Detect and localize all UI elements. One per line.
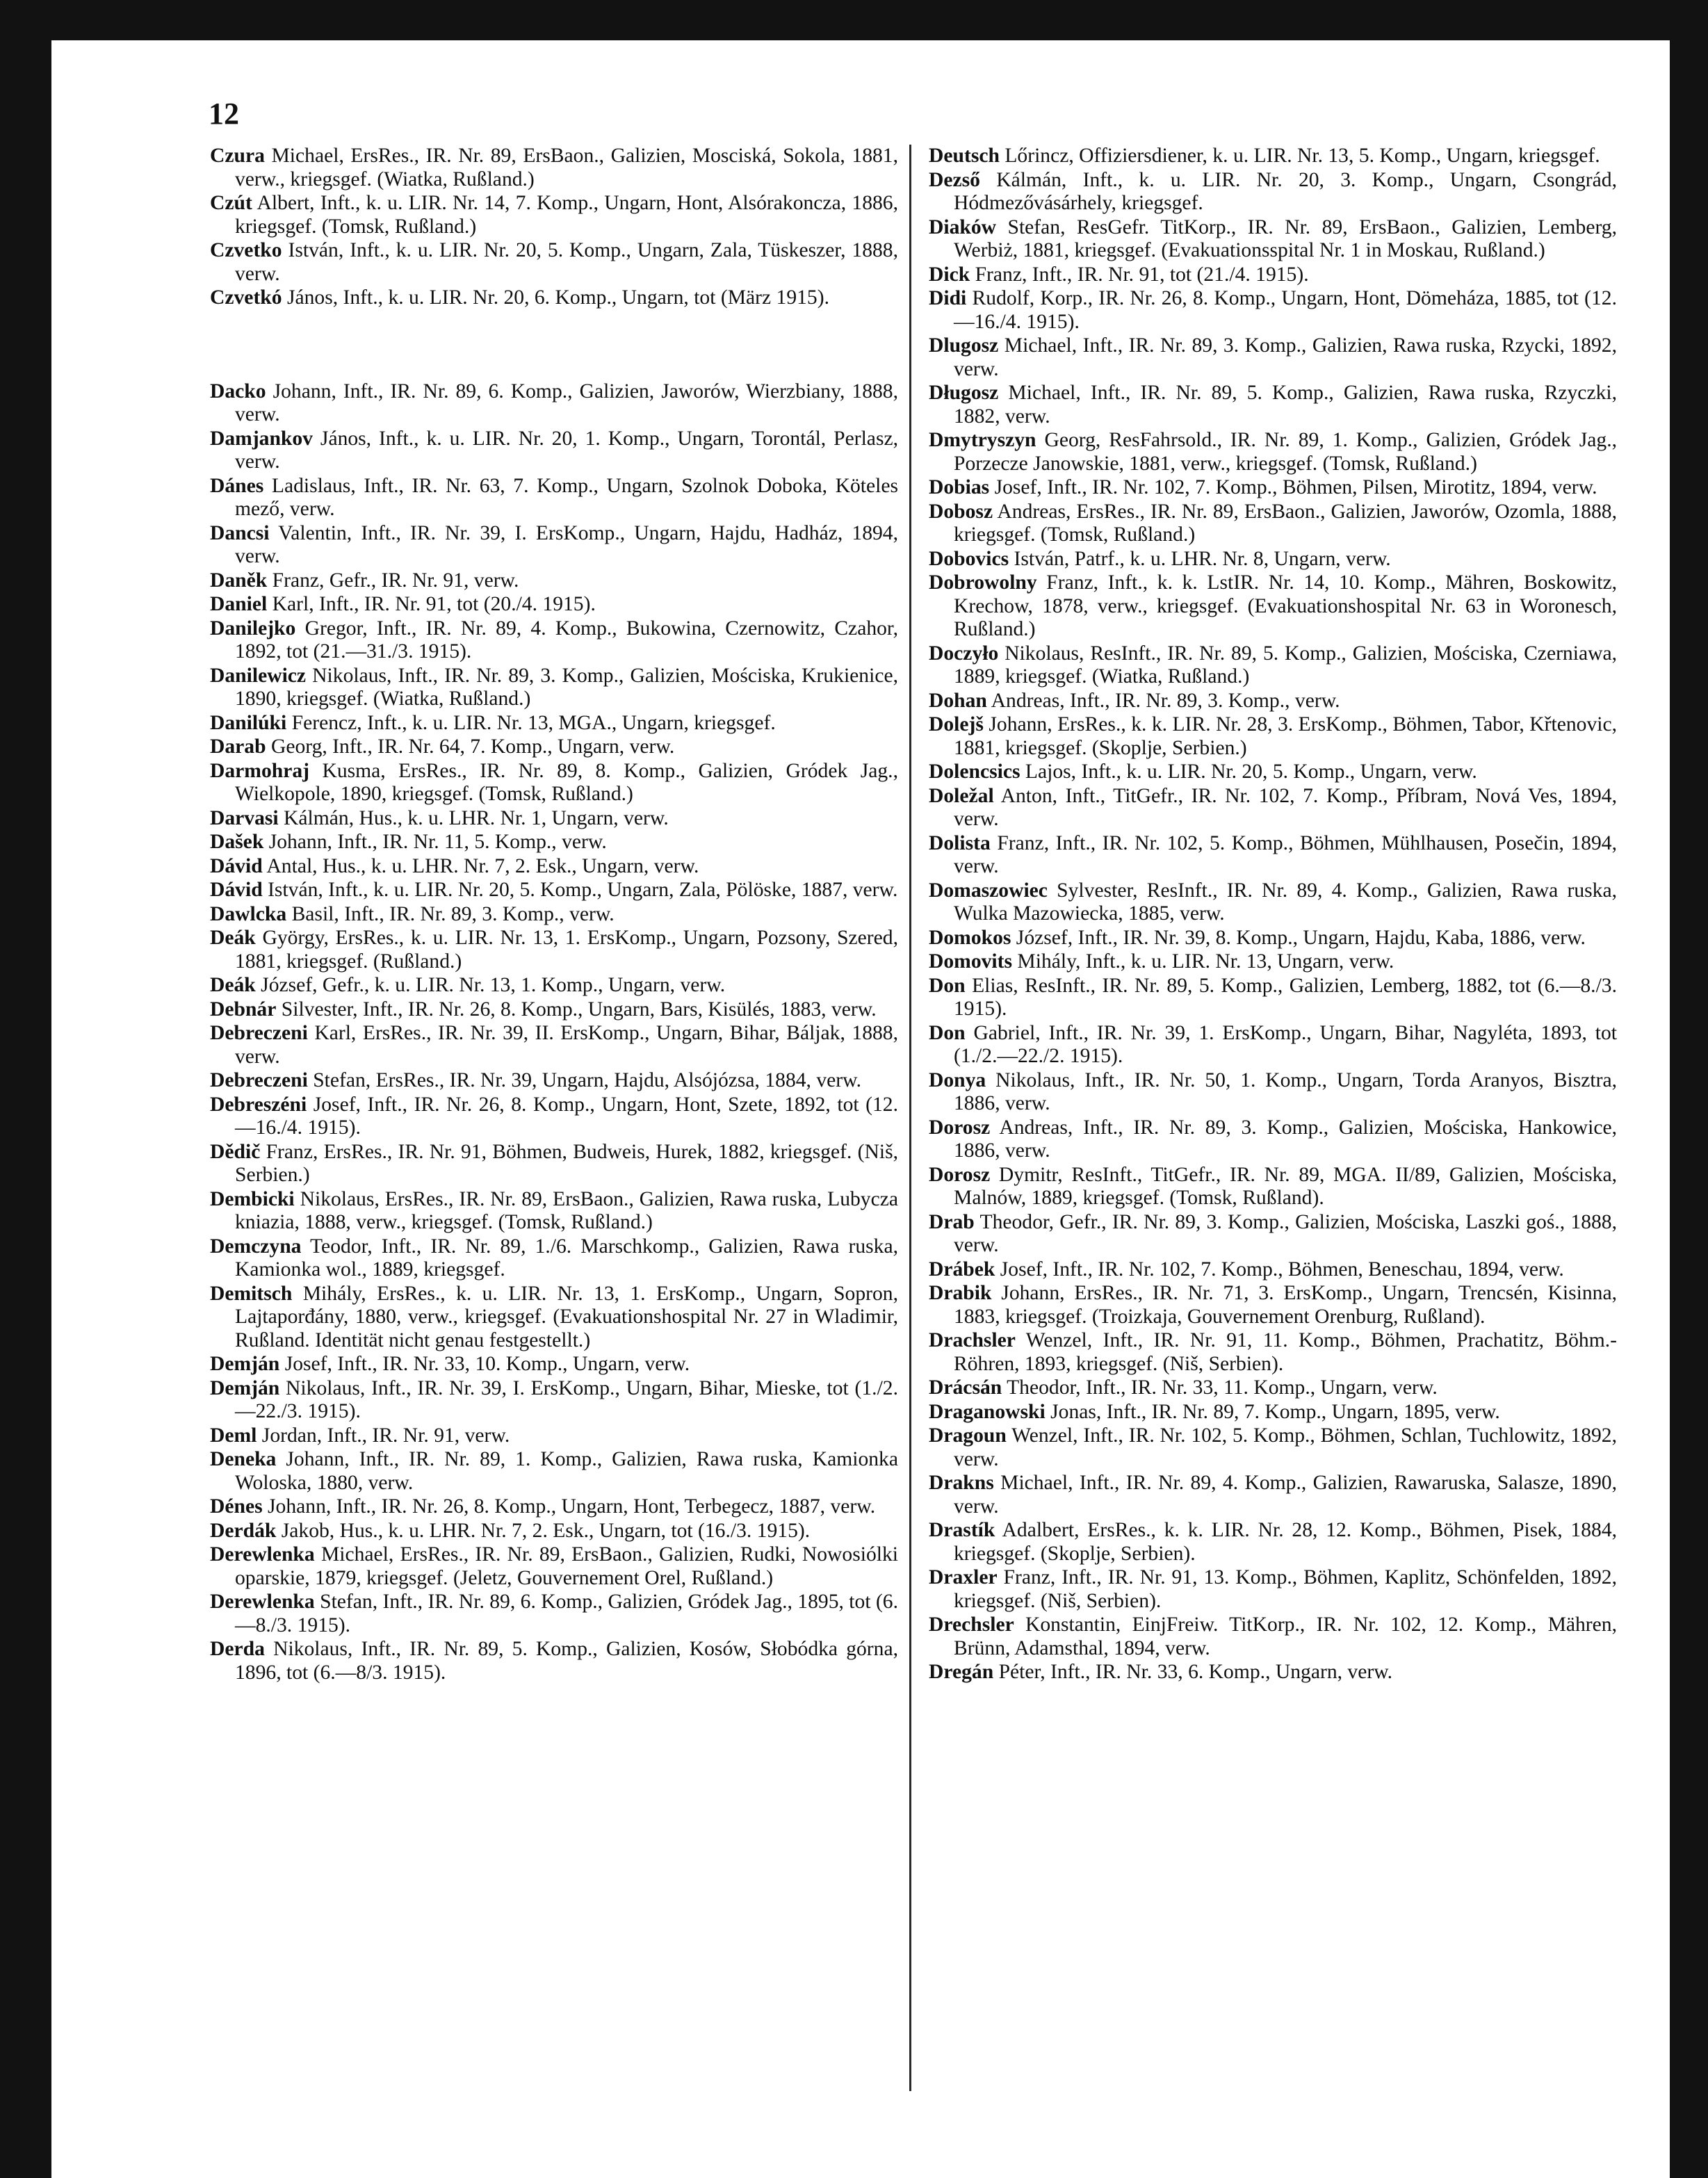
- entry-surname: Debreszéni: [210, 1093, 307, 1116]
- entry-details: Johann, Inft., IR. Nr. 89, 6. Komp., Galizien, Jaworów, Wierzbiany, 1888, verw.: [235, 380, 899, 425]
- entry-surname: Danilewicz: [210, 664, 307, 687]
- list-entry: [210, 974, 898, 998]
- list-entry: [210, 1520, 898, 1543]
- entry-details: József, Gefr., k. u. LIR. Nr. 13, 1. Komp., Ungarn, verw.: [261, 974, 726, 996]
- list-entry: [210, 903, 898, 927]
- list-entry: [929, 501, 1617, 547]
- entry-details: Valentin, Inft., IR. Nr. 39, I. ErsKomp., Ungarn, Hajdu, Hadház, 1894, verw.: [235, 521, 899, 567]
- entry-surname: Deneka: [210, 1448, 277, 1470]
- entry-surname: Deutsch: [929, 145, 1000, 167]
- right-column: [929, 145, 1617, 1685]
- entry-details: János, Inft., k. u. LIR. Nr. 20, 1. Komp., Ungarn, Torontál, Perlasz, verw.: [235, 427, 898, 473]
- entry-details: Franz, Inft., IR. Nr. 91, tot (21./4. 1915).: [975, 263, 1309, 286]
- entry-details: Josef, Inft., IR. Nr. 102, 7. Komp., Böhmen, Beneschau, 1894, verw.: [1000, 1258, 1564, 1281]
- list-entry: [210, 1141, 898, 1187]
- entry-surname: Daniel: [210, 593, 268, 615]
- entry-details: Johann, Inft., IR. Nr. 26, 8. Komp., Ungarn, Hont, Terbegecz, 1887, verw.: [268, 1495, 876, 1518]
- entry-details: Lőrincz, Offiziersdiener, k. u. LIR. Nr. 13, 5. Komp., Ungarn, kriegsgef.: [1005, 145, 1600, 167]
- entry-surname: Debreczeni: [210, 1022, 308, 1044]
- entry-surname: Dragoun: [929, 1424, 1007, 1447]
- entry-surname: Drastík: [929, 1519, 995, 1541]
- list-entry: [929, 1424, 1617, 1471]
- entry-surname: Darvasi: [210, 806, 279, 829]
- entry-details: Michael, ErsRes., IR. Nr. 89, ErsBaon., Galizien, Rudki, Nowosiólki oparskie, 1879, kriegsgef. (Jeletz, Gouvernement Orel, Rußland.): [235, 1543, 899, 1589]
- entry-surname: Deák: [210, 974, 256, 996]
- entry-surname: Dorosz: [929, 1116, 991, 1139]
- entry-surname: Dancsi: [210, 521, 270, 544]
- scan-border-top: [0, 0, 1708, 40]
- list-entry: [929, 334, 1617, 381]
- entry-details: Anton, Inft., TitGefr., IR. Nr. 102, 7. Komp., Příbram, Nová Ves, 1894, verw.: [954, 784, 1618, 830]
- list-entry: [929, 145, 1617, 168]
- entry-surname: Derdák: [210, 1519, 277, 1542]
- entry-details: Karl, Inft., IR. Nr. 91, tot (20./4. 1915).: [272, 593, 596, 615]
- list-entry: [929, 713, 1617, 760]
- entry-details: Josef, Inft., IR. Nr. 26, 8. Komp., Ungarn, Hont, Szete, 1892, tot (12.—16./4. 1915).: [235, 1093, 898, 1139]
- entry-details: Stefan, Inft., IR. Nr. 89, 6. Komp., Galizien, Gródek Jag., 1895, tot (6.—8./3. 1915).: [235, 1591, 898, 1636]
- section-gap: [210, 311, 898, 380]
- entry-surname: Dick: [929, 263, 970, 286]
- entry-details: Jordan, Inft., IR. Nr. 91, verw.: [261, 1424, 510, 1447]
- entry-details: Michael, ErsRes., IR. Nr. 89, ErsBaon., Galizien, Mosciská, Sokola, 1881, verw., kriegsgef. (Wiatka, Rußland.): [235, 145, 898, 190]
- entry-details: István, Inft., k. u. LIR. Nr. 20, 5. Komp., Ungarn, Zala, Pölöske, 1887, verw.: [268, 879, 898, 901]
- list-entry: [210, 712, 898, 736]
- entry-surname: Dolista: [929, 831, 991, 854]
- list-entry: [210, 760, 898, 806]
- entry-details: Wenzel, Inft., IR. Nr. 91, 11. Komp., Böhmen, Prachatitz, Böhm.-Röhren, 1893, kriegsgef. (Niš, Serbien).: [954, 1329, 1617, 1375]
- list-entry: [929, 1519, 1617, 1566]
- list-entry: [210, 1235, 898, 1282]
- entry-surname: Didi: [929, 287, 967, 309]
- entry-surname: Draxler: [929, 1566, 998, 1588]
- entry-surname: Dávid: [210, 879, 263, 901]
- entry-details: Nikolaus, Inft., IR. Nr. 50, 1. Komp., Ungarn, Torda Aranyos, Bisztra, 1886, verw.: [954, 1068, 1617, 1114]
- entry-surname: Domaszowiec: [929, 879, 1048, 902]
- entry-surname: Derda: [210, 1638, 265, 1660]
- entry-surname: Dobosz: [929, 500, 993, 523]
- entry-surname: Derewlenka: [210, 1591, 315, 1613]
- entry-surname: Demitsch: [210, 1282, 293, 1305]
- entry-details: Georg, Inft., IR. Nr. 64, 7. Komp., Ungarn, verw.: [270, 736, 675, 758]
- list-entry: [929, 832, 1617, 879]
- entry-details: Ferencz, Inft., k. u. LIR. Nr. 13, MGA., Ungarn, kriegsgef.: [291, 711, 776, 734]
- entry-details: Theodor, Inft., IR. Nr. 33, 11. Komp., Ungarn, verw.: [1007, 1376, 1438, 1399]
- entry-details: Dymitr, ResInft., TitGefr., IR. Nr. 89, MGA. II/89, Galizien, Mościska, Malnów, 1889, kriegsgef. (Tomsk, Rußland).: [954, 1163, 1617, 1209]
- entry-details: Nikolaus, Inft., IR. Nr. 89, 3. Komp., Galizien, Mościska, Krukienice, 1890, kriegsgef. (Wiatka, Rußland.): [235, 664, 898, 710]
- list-entry: [210, 1069, 898, 1093]
- entry-surname: Dregán: [929, 1661, 994, 1683]
- entry-surname: Deml: [210, 1424, 257, 1447]
- list-entry: [210, 1424, 898, 1448]
- list-entry: [929, 1472, 1617, 1518]
- list-entry: [210, 617, 898, 664]
- entry-surname: Demczyna: [210, 1235, 302, 1258]
- list-entry: [210, 428, 898, 474]
- list-entry: [929, 1211, 1617, 1258]
- entry-surname: Domokos: [929, 926, 1011, 949]
- entry-details: Konstantin, EinjFreiw. TitKorp., IR. Nr. 102, 12. Komp., Mähren, Brünn, Adamsthal, 1894, verw.: [954, 1614, 1617, 1659]
- list-entry: [929, 1401, 1617, 1424]
- entry-details: Stefan, ResGefr. TitKorp., IR. Nr. 89, ErsBaon., Galizien, Lemberg, Werbiż, 1881, kriegsgef. (Evakuationsspital Nr. 1 in Moskau, Rußland.): [954, 216, 1617, 261]
- list-entry: [210, 1377, 898, 1424]
- list-entry: [929, 216, 1617, 263]
- entry-surname: Dašek: [210, 831, 264, 853]
- entry-details: Franz, Gefr., IR. Nr. 91, verw.: [272, 569, 519, 592]
- list-entry: [929, 476, 1617, 500]
- entry-details: Teodor, Inft., IR. Nr. 89, 1./6. Marschkomp., Galizien, Rawa ruska, Kamionka wol., 1889, kriegsgef.: [235, 1235, 898, 1281]
- list-entry: [210, 1543, 898, 1590]
- entry-surname: Dezső: [929, 168, 980, 191]
- list-entry: [210, 1353, 898, 1376]
- column-divider: [909, 145, 911, 2091]
- entry-surname: Dobovics: [929, 547, 1009, 570]
- entry-surname: Dmytryszyn: [929, 429, 1036, 451]
- list-entry: [210, 569, 898, 593]
- entry-details: Gabriel, Inft., IR. Nr. 39, 1. ErsKomp., Ungarn, Bihar, Nagyléta, 1893, tot (1./2.—22./2. 1915).: [954, 1021, 1617, 1067]
- list-entry: [929, 1164, 1617, 1210]
- entry-surname: Dénes: [210, 1495, 263, 1518]
- entry-surname: Czvetko: [210, 239, 282, 261]
- entry-surname: Danilejko: [210, 617, 296, 640]
- entry-details: Nikolaus, ErsRes., IR. Nr. 89, ErsBaon., Galizien, Rawa ruska, Lubycza kniazia, 1888, verw., kriegsgef. (Tomsk, Rußland.): [235, 1187, 898, 1233]
- entry-details: Nikolaus, Inft., IR. Nr. 89, 5. Komp., Galizien, Kosów, Słobódka górna, 1896, tot (6.—8/3. 1915).: [235, 1638, 898, 1684]
- entry-surname: Dánes: [210, 474, 264, 497]
- entry-surname: Dacko: [210, 380, 266, 403]
- list-entry: [210, 1188, 898, 1235]
- list-entry: [210, 286, 898, 310]
- entry-details: Josef, Inft., IR. Nr. 102, 7. Komp., Böhmen, Pilsen, Mirotitz, 1894, verw.: [994, 476, 1597, 498]
- entry-surname: Derewlenka: [210, 1543, 315, 1566]
- entry-surname: Drachsler: [929, 1329, 1016, 1351]
- entry-surname: Dolencsics: [929, 761, 1020, 783]
- list-entry: [210, 1022, 898, 1068]
- entry-details: Johann, ErsRes., IR. Nr. 71, 3. ErsKomp., Ungarn, Trencsén, Kisinna, 1883, kriegsgef. (Troizkaja, Gouvernement Orenburg, Rußland).: [954, 1282, 1617, 1328]
- entry-details: Johann, ErsRes., k. k. LIR. Nr. 28, 3. ErsKomp., Böhmen, Tabor, Křtenovic, 1881, kriegsgef. (Skoplje, Serbien.): [954, 713, 1618, 759]
- entry-details: György, ErsRes., k. u. LIR. Nr. 13, 1. ErsKomp., Ungarn, Pozsony, Szered, 1881, kriegsgef. (Rußland.): [235, 927, 898, 973]
- entry-surname: Dědič: [210, 1140, 261, 1163]
- list-entry: [929, 571, 1617, 642]
- entry-details: Franz, Inft., IR. Nr. 91, 13. Komp., Böhmen, Kaplitz, Schönfelden, 1892, kriegsgef. (Niš, Serbien).: [954, 1566, 1617, 1612]
- list-entry: [929, 263, 1617, 287]
- entry-details: Mihály, Inft., k. u. LIR. Nr. 13, Ungarn, verw.: [1017, 950, 1394, 973]
- list-entry: [929, 382, 1617, 428]
- entry-details: Jakob, Hus., k. u. LHR. Nr. 7, 2. Esk., Ungarn, tot (16./3. 1915).: [281, 1519, 811, 1542]
- entry-details: Franz, ErsRes., IR. Nr. 91, Böhmen, Budweis, Hurek, 1882, kriegsgef. (Niš, Serbien.): [235, 1140, 898, 1186]
- list-entry: [210, 1495, 898, 1519]
- entry-details: Karl, ErsRes., IR. Nr. 39, II. ErsKomp., Ungarn, Bihar, Báljak, 1888, verw.: [235, 1022, 898, 1068]
- entry-details: Adalbert, ErsRes., k. k. LIR. Nr. 28, 12. Komp., Böhmen, Pisek, 1884, kriegsgef. (Skoplje, Serbien).: [954, 1519, 1618, 1565]
- list-entry: [210, 855, 898, 879]
- entry-details: Michael, Inft., IR. Nr. 89, 4. Komp., Galizien, Rawaruska, Salasze, 1890, verw.: [954, 1472, 1618, 1518]
- list-entry: [929, 975, 1617, 1021]
- entry-surname: Czvetkó: [210, 286, 282, 309]
- entry-surname: Diaków: [929, 216, 997, 238]
- entry-surname: Debnár: [210, 998, 277, 1021]
- left-column: [210, 145, 898, 1685]
- entry-surname: Czura: [210, 145, 265, 167]
- list-entry: [929, 1566, 1617, 1613]
- scan-border-right: [1670, 0, 1708, 2178]
- entry-details: Kálmán, Hus., k. u. LHR. Nr. 1, Ungarn, verw.: [284, 806, 669, 829]
- list-entry: [929, 429, 1617, 476]
- list-entry: [210, 1638, 898, 1684]
- list-entry: [929, 548, 1617, 571]
- page-number: 12: [209, 97, 239, 131]
- entry-details: Theodor, Gefr., IR. Nr. 89, 3. Komp., Galizien, Mościska, Laszki goś., 1888, verw.: [954, 1210, 1617, 1256]
- entry-surname: Drab: [929, 1210, 975, 1233]
- list-entry: [210, 831, 898, 854]
- list-entry: [929, 1258, 1617, 1282]
- list-entry: [210, 380, 898, 427]
- entry-surname: Drechsler: [929, 1614, 1014, 1636]
- entry-surname: Drábek: [929, 1258, 995, 1281]
- entry-surname: Dawlcka: [210, 902, 287, 925]
- entry-details: József, Inft., IR. Nr. 39, 8. Komp., Ungarn, Hajdu, Kaba, 1886, verw.: [1016, 926, 1586, 949]
- list-entry: [929, 690, 1617, 713]
- list-entry: [929, 1022, 1617, 1068]
- list-entry: [210, 1283, 898, 1353]
- entry-details: Kálmán, Inft., k. u. LIR. Nr. 20, 3. Komp., Ungarn, Csongrád, Hódmezővásárhely, kriegsgef.: [954, 168, 1617, 214]
- entry-details: Josef, Inft., IR. Nr. 33, 10. Komp., Ungarn, verw.: [284, 1353, 690, 1375]
- entry-surname: Donya: [929, 1068, 986, 1091]
- entry-details: Georg, ResFahrsold., IR. Nr. 89, 1. Komp., Galizien, Gródek Jag., Porzecze Janowskie, 1881, verw., kriegsgef. (Tomsk, Rußland.): [954, 429, 1617, 475]
- entry-details: Nikolaus, ResInft., IR. Nr. 89, 5. Komp., Galizien, Mościska, Czerniawa, 1889, kriegsgef. (Wiatka, Rußland.): [954, 642, 1617, 688]
- list-entry: [210, 192, 898, 238]
- entry-surname: Czút: [210, 192, 252, 214]
- entry-details: Michael, Inft., IR. Nr. 89, 5. Komp., Galizien, Rawa ruska, Rzyczki, 1882, verw.: [954, 382, 1617, 428]
- entry-details: Andreas, ErsRes., IR. Nr. 89, ErsBaon., Galizien, Jaworów, Ozomla, 1888, kriegsgef. (Tomsk, Rußland.): [954, 500, 1617, 546]
- entry-details: Silvester, Inft., IR. Nr. 26, 8. Komp., Ungarn, Bars, Kisülés, 1883, verw.: [281, 998, 877, 1021]
- entry-details: Wenzel, Inft., IR. Nr. 102, 5. Komp., Böhmen, Schlan, Tuchlowitz, 1892, verw.: [954, 1424, 1617, 1470]
- entry-surname: Dlugosz: [929, 334, 999, 357]
- list-entry: [929, 761, 1617, 784]
- entry-details: Albert, Inft., k. u. LIR. Nr. 14, 7. Komp., Ungarn, Hont, Alsórakoncza, 1886, kriegsgef. (Tomsk, Rußland.): [235, 192, 899, 238]
- list-entry: [210, 807, 898, 831]
- scan-border-left: [0, 0, 51, 2178]
- entry-details: Franz, Inft., IR. Nr. 102, 5. Komp., Böhmen, Mühlhausen, Posečin, 1894, verw.: [954, 831, 1617, 877]
- list-entry: [210, 145, 898, 191]
- list-entry: [210, 1094, 898, 1140]
- list-entry: [210, 522, 898, 569]
- list-entry: [210, 879, 898, 902]
- entry-surname: Danilúki: [210, 711, 287, 734]
- entry-surname: Don: [929, 1021, 966, 1044]
- entry-surname: Draganowski: [929, 1400, 1046, 1423]
- entry-details: Johann, Inft., IR. Nr. 11, 5. Komp., verw.: [268, 831, 607, 853]
- entry-details: Lajos, Inft., k. u. LIR. Nr. 20, 5. Komp., Ungarn, verw.: [1025, 761, 1477, 783]
- entry-details: Andreas, Inft., IR. Nr. 89, 3. Komp., Galizien, Mościska, Hankowice, 1886, verw.: [954, 1116, 1618, 1162]
- entry-surname: Doczyło: [929, 642, 999, 665]
- list-entry: [929, 950, 1617, 974]
- entry-surname: Dávid: [210, 854, 263, 877]
- entry-details: Mihály, ErsRes., k. u. LIR. Nr. 13, 1. ErsKomp., Ungarn, Sopron, Lajtaporđány, 1880, verw., kriegsgef. (Evakuationshospital Nr. 27 in Wladimir, Rußland. Identität nicht genau festgestellt.): [235, 1282, 898, 1351]
- entry-surname: Dohan: [929, 689, 987, 712]
- list-entry: [210, 1448, 898, 1495]
- list-entry: [929, 642, 1617, 689]
- entry-surname: Dorosz: [929, 1163, 991, 1186]
- entry-details: Stefan, ErsRes., IR. Nr. 39, Ungarn, Hajdu, Alsójózsa, 1884, verw.: [313, 1069, 861, 1091]
- entry-surname: Dembicki: [210, 1187, 295, 1210]
- list-entry: [929, 287, 1617, 334]
- entry-details: Ladislaus, Inft., IR. Nr. 63, 7. Komp., Ungarn, Szolnok Doboka, Köteles mező, verw.: [235, 474, 898, 520]
- entry-surname: Domovits: [929, 950, 1013, 973]
- list-entry: [929, 927, 1617, 950]
- entry-details: Johann, Inft., IR. Nr. 89, 1. Komp., Galizien, Rawa ruska, Kamionka Woloska, 1880, verw.: [235, 1448, 898, 1494]
- entry-surname: Damjankov: [210, 427, 313, 450]
- entry-details: Elias, ResInft., IR. Nr. 89, 5. Komp., Galizien, Lemberg, 1882, tot (6.—8./3. 1915).: [954, 974, 1617, 1020]
- list-entry: [210, 998, 898, 1022]
- entry-surname: Drakns: [929, 1472, 994, 1494]
- entry-surname: Debreczeni: [210, 1069, 308, 1091]
- entry-details: Péter, Inft., IR. Nr. 33, 6. Komp., Ungarn, verw.: [998, 1661, 1393, 1683]
- entry-surname: Demján: [210, 1353, 280, 1375]
- list-entry: [210, 1591, 898, 1637]
- entry-surname: Daněk: [210, 569, 268, 592]
- list-entry: [929, 1329, 1617, 1376]
- entry-details: Rudolf, Korp., IR. Nr. 26, 8. Komp., Ungarn, Hont, Dömeháza, 1885, tot (12.—16./4. 1915).: [954, 287, 1617, 333]
- entry-details: István, Inft., k. u. LIR. Nr. 20, 5. Komp., Ungarn, Zala, Tüskeszer, 1888, verw.: [235, 239, 899, 285]
- list-entry: [210, 736, 898, 759]
- entry-details: Kusma, ErsRes., IR. Nr. 89, 8. Komp., Galizien, Gródek Jag., Wielkopole, 1890, kriegsgef. (Tomsk, Rußland.): [235, 759, 898, 805]
- entry-details: Michael, Inft., IR. Nr. 89, 3. Komp., Galizien, Rawa ruska, Rzycki, 1892, verw.: [954, 334, 1617, 380]
- entry-details: Gregor, Inft., IR. Nr. 89, 4. Komp., Bukowina, Czernowitz, Czahor, 1892, tot (21.—31./3. 1915).: [235, 617, 898, 663]
- entry-details: István, Patrf., k. u. LHR. Nr. 8, Ungarn, verw.: [1014, 547, 1391, 570]
- list-entry: [929, 1614, 1617, 1660]
- entry-surname: Dobias: [929, 476, 990, 498]
- list-entry: [210, 665, 898, 711]
- entry-surname: Doležal: [929, 784, 994, 807]
- entry-surname: Drácsán: [929, 1376, 1002, 1399]
- list-entry: [929, 1376, 1617, 1400]
- entry-surname: Demján: [210, 1376, 280, 1399]
- entry-details: Nikolaus, Inft., IR. Nr. 39, I. ErsKomp., Ungarn, Bihar, Mieske, tot (1./2.—22./3. 1915).: [235, 1376, 898, 1422]
- list-entry: [929, 1116, 1617, 1163]
- entry-surname: Drabik: [929, 1282, 992, 1304]
- list-entry: [210, 239, 898, 286]
- list-entry: [210, 927, 898, 973]
- list-entry: [210, 593, 898, 617]
- list-entry: [929, 169, 1617, 216]
- entry-surname: Długosz: [929, 382, 999, 404]
- list-entry: [929, 1069, 1617, 1116]
- entry-details: Andreas, Inft., IR. Nr. 89, 3. Komp., verw.: [991, 689, 1340, 712]
- entry-surname: Deák: [210, 927, 256, 949]
- list-entry: [210, 475, 898, 521]
- entry-surname: Dobrowolny: [929, 571, 1037, 594]
- entry-surname: Darmohraj: [210, 759, 309, 782]
- entry-details: Sylvester, ResInft., IR. Nr. 89, 4. Komp., Galizien, Rawa ruska, Wulka Mazowiecka, 1885, verw.: [954, 879, 1617, 925]
- entry-surname: Don: [929, 974, 966, 997]
- entry-details: Antal, Hus., k. u. LHR. Nr. 7, 2. Esk., Ungarn, verw.: [266, 854, 699, 877]
- entry-details: Franz, Inft., k. k. LstIR. Nr. 14, 10. Komp., Mähren, Boskowitz, Krechow, 1878, verw., kriegsgef. (Evakuationshospital Nr. 63 in Woronesch, Rußland.): [954, 571, 1617, 640]
- list-entry: [929, 1661, 1617, 1684]
- entry-surname: Dolejš: [929, 713, 984, 736]
- entry-details: Basil, Inft., IR. Nr. 89, 3. Komp., verw.: [291, 902, 615, 925]
- entry-surname: Darab: [210, 736, 266, 758]
- list-entry: [929, 785, 1617, 831]
- list-entry: [929, 879, 1617, 926]
- entry-details: János, Inft., k. u. LIR. Nr. 20, 6. Komp., Ungarn, tot (März 1915).: [286, 286, 829, 309]
- list-entry: [929, 1282, 1617, 1328]
- entry-details: Jonas, Inft., IR. Nr. 89, 7. Komp., Ungarn, 1895, verw.: [1050, 1400, 1500, 1423]
